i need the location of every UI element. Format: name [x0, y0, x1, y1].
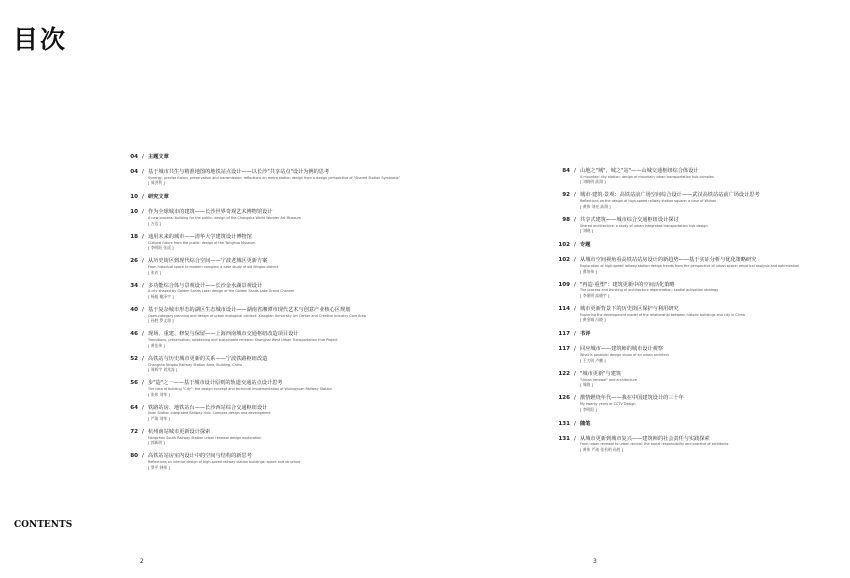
toc-entry[interactable]	[116, 331, 406, 347]
entry-title: 从城市空间视角看高铁站站房设计的新趋势——基于实证分析与优化策略研究	[580, 257, 757, 264]
entry-authors: [ 王大明 卢鹏 ]	[580, 357, 606, 363]
slash-separator: /	[574, 257, 576, 264]
entry-english-title: A city shaped by Golden Sands Lake: design of the Golden Sands Lake Grand Channel	[148, 289, 295, 294]
slash-separator: /	[574, 346, 576, 353]
entry-body	[148, 331, 406, 347]
entry-authors: [ 周晓 ]	[580, 382, 593, 388]
toc-entry[interactable]	[116, 453, 406, 469]
entry-page-number: 117	[558, 346, 570, 353]
entry-english-title: Exploration of high-speed railway station design trends from the perspective of urban space: empirical analysis and optimization	[580, 263, 800, 268]
toc-entry[interactable]	[548, 306, 818, 322]
page-number-left: 2	[140, 558, 144, 565]
slash-separator: /	[142, 306, 144, 313]
toc-entry[interactable]	[116, 429, 406, 445]
toc-entry[interactable]	[116, 380, 406, 396]
slash-separator: /	[142, 169, 144, 175]
entry-title: 杭州南站城市更新设计探索	[148, 428, 211, 435]
entry-body	[580, 436, 818, 452]
entry-title: 从历史街区到现代综合空间——宁波老城区更新方案	[148, 258, 268, 265]
slash-separator: /	[142, 355, 144, 362]
toc-entry[interactable]	[116, 356, 406, 372]
section-title: 研究文章	[148, 194, 169, 201]
section-title: 书评	[580, 331, 591, 338]
entry-english-title: Cultural future from the public: design of the Tsinghua Museum	[148, 240, 256, 245]
slash-separator: /	[142, 453, 144, 460]
entry-authors: [ 李明阳 张虎 ]	[148, 245, 174, 251]
entry-title: 基于城市共生与精准地图的地铁站点设计——以长沙"共享站点"设计为例的思考	[148, 169, 330, 175]
entry-page-number: 72	[130, 428, 138, 435]
toc-entry[interactable]	[548, 168, 818, 184]
entry-body	[580, 395, 818, 411]
entry-title: "城市更新"与建筑	[580, 370, 622, 377]
entry-body	[580, 192, 818, 208]
toc-entry[interactable]	[548, 192, 818, 208]
slash-separator: /	[574, 370, 576, 377]
entry-page-number: 114	[558, 305, 570, 312]
toc-section-header	[548, 241, 818, 248]
entry-page-number: 131	[558, 435, 570, 442]
section-page-number: 102	[558, 242, 570, 249]
entry-title: "再造·重塑"：建筑更新中的空间活化策略	[580, 281, 675, 288]
entry-body	[580, 217, 818, 233]
entry-title: 作为全球城市的建筑——长沙世界奇观艺术博物馆设计	[148, 209, 273, 216]
section-page-number: 04	[130, 154, 138, 160]
toc-section-header	[548, 330, 818, 337]
slash-separator: /	[574, 281, 576, 288]
entry-title: 通用未来的城市——清华大学建筑设计博物馆	[148, 233, 252, 240]
entry-english-title: A mountain city station: design of mountain urban transportation hub complex	[580, 174, 714, 179]
entry-english-title: From urban renewal to urban revival: the social responsibility and practice of architects	[580, 442, 729, 447]
entry-page-number: 126	[558, 395, 570, 402]
entry-title: 基于复杂城市形态的湖区生态城市设计——湖南省湘潭市现代艺术与创意产业核心区规划	[148, 306, 351, 313]
entry-page-number: 26	[130, 258, 138, 265]
entry-english-title: Exploring the development model of the relationship between historic buildings and city in China	[580, 312, 745, 317]
entry-authors: [ 罗平 钟伟 ]	[148, 464, 170, 470]
slash-separator: /	[142, 404, 144, 411]
section-title: 主题文章	[148, 154, 169, 160]
entry-title: 现场、重建、修复与保留——上海西南城市交通枢纽改造项目设计	[148, 331, 299, 338]
entry-title: 铁路站房、地铁站台——长沙西站综合交通枢纽设计	[148, 404, 268, 411]
entry-english-title: Reflections on interior design of high-speed railway station buildings: space and structure	[148, 460, 301, 465]
entry-body	[580, 257, 818, 273]
entry-page-number: 92	[562, 192, 570, 199]
toc-section-header	[548, 420, 818, 427]
entry-english-title: What is possible: design vision of an urban architect	[580, 353, 669, 358]
entry-page-number: 64	[130, 404, 138, 411]
slash-separator: /	[574, 216, 576, 223]
entry-page-number: 40	[130, 306, 138, 313]
toc-right-column	[548, 168, 818, 460]
slash-separator: /	[142, 194, 144, 201]
entry-english-title: Transitions, preservation, awakening and sustainable renewal: Shanghai West Urban Transportation Hub Project	[148, 338, 338, 343]
entry-title: 共享式建筑——城市综合交通枢纽设计探讨	[580, 216, 679, 223]
entry-authors: [ 黄伟 严琦 张若明 孙胜 ]	[580, 446, 624, 452]
toc-entry[interactable]	[548, 257, 818, 273]
entry-title: 从城市更新到城市复兴——建筑师的社会责任与实践探索	[580, 435, 710, 442]
entry-page-number: 122	[558, 370, 570, 377]
entry-english-title: Reflections on the design of high-speed railway station square: a case of Wuhan	[580, 199, 717, 204]
slash-separator: /	[574, 420, 576, 427]
slash-separator: /	[142, 428, 144, 435]
entry-page-number: 84	[562, 168, 570, 174]
toc-entry[interactable]	[548, 346, 818, 362]
entry-page-number: 46	[130, 331, 138, 338]
entry-english-title: A new process: building for the public: design of the Changsha World Wonder Art Museum	[148, 216, 301, 221]
entry-title: 高铁站站房室内设计中的空间与结构的新思考	[148, 453, 252, 460]
entry-page-number: 109	[558, 281, 570, 288]
entry-english-title: From historical space to modern complex: a case study of old Ningbo district	[148, 264, 279, 269]
contents-label: CONTENTS	[14, 520, 73, 530]
entry-authors: [ 曹培伟 ]	[580, 268, 597, 274]
section-page-number: 10	[130, 194, 138, 201]
entry-page-number: 04	[130, 169, 138, 175]
entry-body	[148, 380, 406, 396]
slash-separator: /	[574, 168, 576, 174]
section-title: 专题	[580, 242, 591, 249]
entry-page-number: 18	[130, 233, 138, 240]
toc-entry[interactable]	[116, 209, 406, 225]
entry-english-title: Open-category planning and design of urban ecological context: Xiangtan University Art Center and Creative Industry Core Area	[148, 313, 366, 318]
entry-body	[580, 168, 818, 184]
section-page-number: 131	[558, 420, 570, 427]
entry-english-title: Jinan Station Integrated Railway Hub: Complex design and development	[148, 411, 271, 416]
entry-title: 激情燃烧年代——我在中国建筑设计的三十年	[580, 395, 684, 402]
toc-section-header	[116, 153, 406, 160]
entry-page-number: 34	[130, 282, 138, 289]
entry-body	[148, 234, 406, 250]
entry-authors: [ 张若 ]	[148, 269, 161, 275]
toc-section-header	[116, 193, 406, 200]
slash-separator: /	[142, 258, 144, 265]
entry-page-number: 56	[130, 380, 138, 387]
slash-separator: /	[142, 233, 144, 240]
entry-page-number: 10	[130, 209, 138, 216]
entry-title: 步"造"之一——基于城市设计原则的轨道交通站点设计思考	[148, 380, 283, 387]
toc-entry[interactable]	[548, 371, 818, 387]
page-number-right: 3	[593, 558, 597, 565]
slash-separator: /	[142, 154, 144, 160]
entry-authors: [ 张伟 刘华 ]	[148, 391, 170, 397]
entry-body	[148, 453, 406, 469]
slash-separator: /	[574, 395, 576, 402]
entry-authors: [ 黄金城 冯晓 ]	[580, 317, 606, 323]
page-title: 目次	[13, 25, 68, 54]
entry-body	[148, 405, 406, 421]
slash-separator: /	[574, 192, 576, 199]
slash-separator: /	[142, 380, 144, 387]
slash-separator: /	[574, 242, 576, 249]
toc-entry[interactable]	[116, 234, 406, 250]
entry-page-number: 98	[562, 216, 570, 223]
entry-page-number: 80	[130, 453, 138, 460]
entry-authors: [ 杨旭 谢泽宇 ]	[148, 293, 174, 299]
toc-entry[interactable]	[116, 405, 406, 421]
entry-title: 高铁站与历史城市更新的关系——宁波铁路枢纽改造	[148, 355, 268, 362]
entry-body	[148, 169, 406, 185]
entry-english-title: The idea of building "City": the design concept and technical implementation of Wulingyuan Railway Station	[148, 386, 332, 391]
entry-english-title: Shared architecture: a study of urban integrated transportation hub design	[580, 223, 708, 228]
entry-title: 山地之"城"，城之"站"——山城交通枢纽综合体设计	[580, 168, 699, 174]
entry-authors: [ 周洪利 ]	[148, 180, 165, 186]
entry-authors: [ 孙胜 罗文翔 ]	[148, 318, 174, 324]
entry-english-title: The process and thinking of architecture regeneration: spatial activation strategy	[580, 288, 719, 293]
entry-page-number: 102	[558, 257, 570, 264]
slash-separator: /	[574, 305, 576, 312]
entry-authors: [ 严琦 刘华 ]	[148, 415, 170, 421]
entry-title: 城市更新背景下的历史街区保护与利用研究	[580, 305, 679, 312]
entry-authors: [ 刘晓 ]	[580, 228, 593, 234]
entry-body	[148, 258, 406, 274]
entry-authors: [ 黄伟 刘亮 高翔 ]	[580, 203, 611, 209]
toc-entry[interactable]	[116, 169, 406, 185]
entry-body	[148, 209, 406, 225]
entry-body	[580, 346, 818, 362]
toc-entry[interactable]	[116, 258, 406, 274]
entry-body	[148, 307, 406, 323]
entry-title: 回应城市——建筑师的城市设计观察	[580, 346, 664, 353]
entry-body	[580, 306, 818, 322]
slash-separator: /	[142, 282, 144, 289]
entry-page-number: 52	[130, 355, 138, 362]
entry-authors: [ 万达 ]	[148, 220, 161, 226]
toc-entry[interactable]	[548, 282, 818, 298]
entry-authors: [ 李建明 高晓宇 ]	[580, 292, 610, 298]
slash-separator: /	[142, 331, 144, 338]
entry-body	[580, 371, 818, 387]
entry-authors: [ 郭新明 ]	[148, 440, 165, 446]
entry-english-title: "Urban renewal" and architecture	[580, 377, 637, 382]
toc-entry[interactable]	[116, 283, 406, 299]
section-page-number: 117	[558, 331, 570, 338]
entry-english-title: Changsha Ningbo Railway Station Area, Building, China	[148, 362, 242, 367]
entry-body	[580, 282, 818, 298]
toc-entry[interactable]	[548, 217, 818, 233]
slash-separator: /	[574, 331, 576, 338]
entry-english-title: Hangzhou South Railway Station urban renewal design exploration	[148, 435, 262, 440]
entry-english-title: Synergy, precise fusion, preservation and transmission: reflections on metro station design from a design perspective of "Shared Station Symbiosis"	[148, 175, 401, 180]
entry-authors: [ 刘晓明 高翔 ]	[580, 179, 606, 185]
slash-separator: /	[142, 209, 144, 216]
toc-left-column	[116, 153, 406, 478]
entry-authors: [ 周辉宇 刘兆涛 ]	[148, 367, 178, 373]
entry-body	[148, 429, 406, 445]
slash-separator: /	[574, 435, 576, 442]
entry-body	[148, 356, 406, 372]
entry-authors: [ 李明阳 ]	[580, 406, 597, 412]
toc-entry[interactable]	[116, 307, 406, 323]
entry-body	[148, 283, 406, 299]
entry-title: 多功能综合体与景观设计——长沙金水湖景观设计	[148, 282, 263, 289]
entry-title: 城市·建筑·景观：高铁站前广场空间综合设计——武汉高铁站站前广场设计思考	[580, 192, 760, 199]
toc-entry[interactable]	[548, 436, 818, 452]
toc-entry[interactable]	[548, 395, 818, 411]
section-title: 随笔	[580, 420, 591, 427]
entry-english-title: My twenty years at CCTV Design	[580, 401, 636, 406]
entry-authors: [ 黄佳伟 ]	[148, 342, 165, 348]
